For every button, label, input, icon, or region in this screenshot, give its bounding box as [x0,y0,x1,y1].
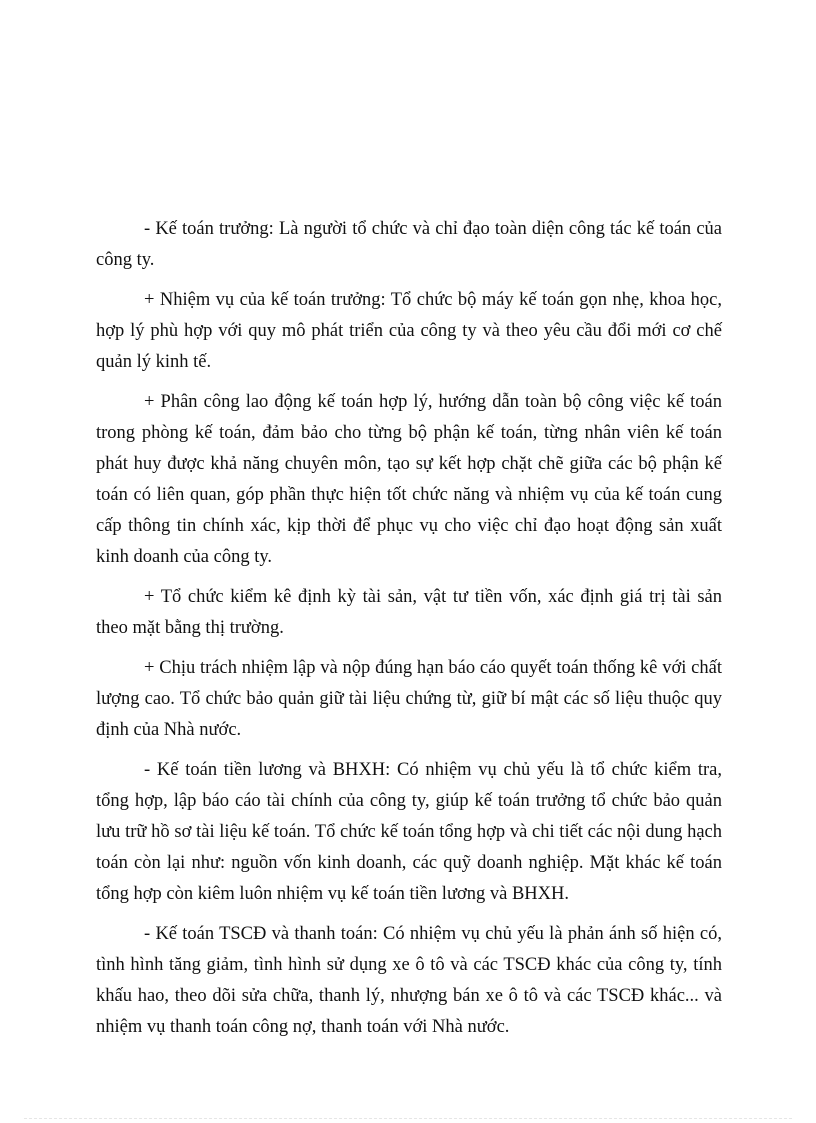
paragraph-asset-inventory: + Tổ chức kiểm kê định kỳ tài sản, vật tư tiền vốn, xác định giá trị tài sản theo mặt bằng thị trường. [96,587,722,638]
paragraph-payroll-accountant: - Kế toán tiền lương và BHXH: Có nhiệm vụ chủ yếu là tổ chức kiểm tra, tổng hợp, lập báo cáo tài chính của công ty, giúp kế toán trưởng tổ chức bảo quản lưu trữ hồ sơ tài liệu kế toán. Tổ chức kế toán tổng hợp và chi tiết các nội dung hạch toán còn lại như: nguồn vốn kinh doanh, các quỹ doanh nghiệp. Mặt khác kế toán tổng hợp còn kiêm luôn nhiệm vụ kế toán tiền lương và BHXH. [96,760,722,904]
page-bottom-border [24,1118,792,1119]
paragraph-fixed-asset-accountant: - Kế toán TSCĐ và thanh toán: Có nhiệm vụ chủ yếu là phản ánh số hiện có, tình hình tăng giảm, tình hình sử dụng xe ô tô và các TSCĐ khác của công ty, tính khấu hao, theo dõi sửa chữa, thanh lý, nhượng bán xe ô tô và các TSCĐ khác... và nhiệm vụ thanh toán công nợ, thanh toán với Nhà nước. [96,924,722,1037]
paragraph-chief-accountant-duties: + Nhiệm vụ của kế toán trưởng: Tổ chức bộ máy kế toán gọn nhẹ, khoa học, hợp lý phù hợp với quy mô phát triển của công ty và theo yêu cầu đổi mới cơ chế quản lý kinh tế. [96,290,722,372]
document-body [96,214,722,1052]
paragraph-labor-assignment: + Phân công lao động kế toán hợp lý, hướng dẫn toàn bộ công việc kế toán trong phòng kế toán, đảm bảo cho từng bộ phận kế toán, từng nhân viên kế toán phát huy được khả năng chuyên môn, tạo sự kết hợp chặt chẽ giữa các bộ phận kế toán có liên quan, góp phần thực hiện tốt chức năng và nhiệm vụ của kế toán cung cấp thông tin chính xác, kịp thời để phục vụ cho việc chỉ đạo hoạt động sản xuất kinh doanh của công ty. [96,392,722,567]
paragraph-chief-accountant: - Kế toán trưởng: Là người tổ chức và chỉ đạo toàn diện công tác kế toán của công ty. [96,219,722,270]
paragraph-reporting-responsibility: + Chịu trách nhiệm lập và nộp đúng hạn báo cáo quyết toán thống kê với chất lượng cao. Tổ chức bảo quản giữ tài liệu chứng từ, giữ bí mật các số liệu thuộc quy định của Nhà nước. [96,658,722,740]
